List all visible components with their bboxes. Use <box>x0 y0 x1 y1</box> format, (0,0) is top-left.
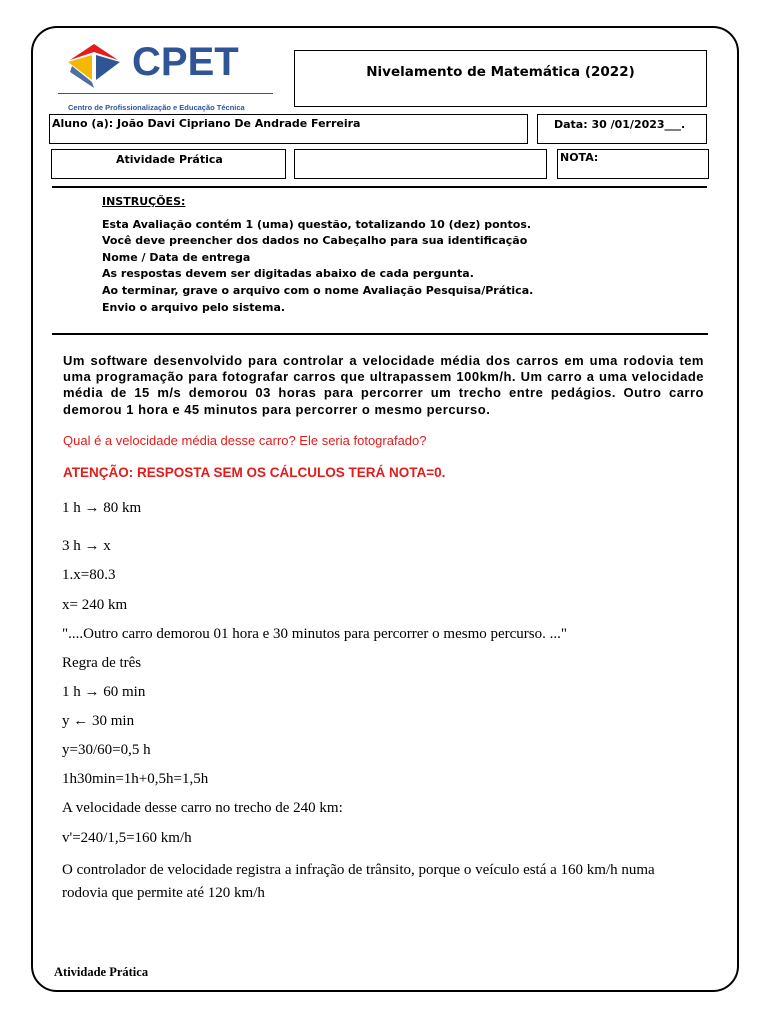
instructions-block <box>102 194 533 316</box>
question-prompt: Qual é a velocidade média desse carro? Ele seria fotografado? <box>63 433 427 448</box>
answer-line: x= 240 km <box>62 597 128 613</box>
warning-text: ATENÇÃO: RESPOSTA SEM OS CÁLCULOS TERÁ NOTA=0. <box>63 465 446 480</box>
instruction-line: Envio o arquivo pelo sistema. <box>102 300 286 314</box>
logo-divider <box>58 93 273 94</box>
blank-field[interactable] <box>294 149 547 179</box>
cpet-logo-icon <box>58 42 130 92</box>
date-field[interactable] <box>537 114 707 144</box>
answer-line: 1.x=80.3 <box>62 567 116 583</box>
instruction-line: Ao terminar, grave o arquivo com o nome Avaliação Pesquisa/Prática. <box>102 283 534 297</box>
answer-line: 1 h → 80 km <box>62 500 142 516</box>
instructions-title: INSTRUÇÕES: <box>102 195 186 208</box>
title-box <box>294 50 707 107</box>
footer-label: Atividade Prática <box>54 965 149 979</box>
grade-field[interactable] <box>557 149 709 179</box>
instruction-line: Você deve preencher dos dados no Cabeçalho para sua identificação <box>102 234 528 248</box>
student-name-field[interactable] <box>49 114 528 144</box>
document-title: Nivelamento de Matemática (2022) <box>366 64 635 80</box>
answer-line: 1h30min=1h+0,5h=1,5h <box>62 771 209 787</box>
answer-line: 3 h → x <box>62 538 111 554</box>
instruction-line: Esta Avaliação contém 1 (uma) questão, totalizando 10 (dez) pontos. <box>102 217 532 231</box>
answer-line: 1 h → 60 min <box>62 684 146 700</box>
answer-line: A velocidade desse carro no trecho de 240 km: <box>62 800 343 816</box>
answer-line: y=30/60=0,5 h <box>62 742 151 758</box>
date-text: Data: 30 /01/2023___. <box>554 118 686 131</box>
question-text: Um software desenvolvido para controlar a velocidade média dos carros em uma rodovia tem uma programação para fotografar carros que ultrapassem 100km/h. Um carro a uma velocidade média de 15 m/s demorou 03 horas para percorrer um trecho entre pedágios. Outro carro demorou 1 hora e 45 minutos para percorrer o mesmo percurso. <box>63 353 704 417</box>
activity-label: Atividade Prática <box>116 153 223 166</box>
instructions-divider <box>52 333 708 335</box>
cpet-logo <box>58 42 278 116</box>
header-divider <box>52 186 707 188</box>
activity-box <box>51 149 286 179</box>
cpet-logo-word: CPET <box>132 40 239 84</box>
answer-line: y ← 30 min <box>62 713 135 729</box>
cpet-logo-subtitle: Centro de Profissionalização e Educação Técnica <box>68 103 245 112</box>
instruction-line: Nome / Data de entrega <box>102 250 251 264</box>
answer-line: v'=240/1,5=160 km/h <box>62 830 192 846</box>
student-name: Aluno (a): João Davi Cipriano De Andrade Ferreira <box>52 117 361 130</box>
grade-label: NOTA: <box>560 151 599 164</box>
answer-conclusion: O controlador de velocidade registra a infração de trânsito, porque o veículo está a 160 km/h numa rodovia que permite até 120 km/h <box>62 862 655 901</box>
answer-line: Regra de três <box>62 655 142 671</box>
instruction-line: As respostas devem ser digitadas abaixo de cada pergunta. <box>102 267 474 281</box>
answer-line: "....Outro carro demorou 01 hora e 30 minutos para percorrer o mesmo percurso. ..." <box>62 626 568 642</box>
